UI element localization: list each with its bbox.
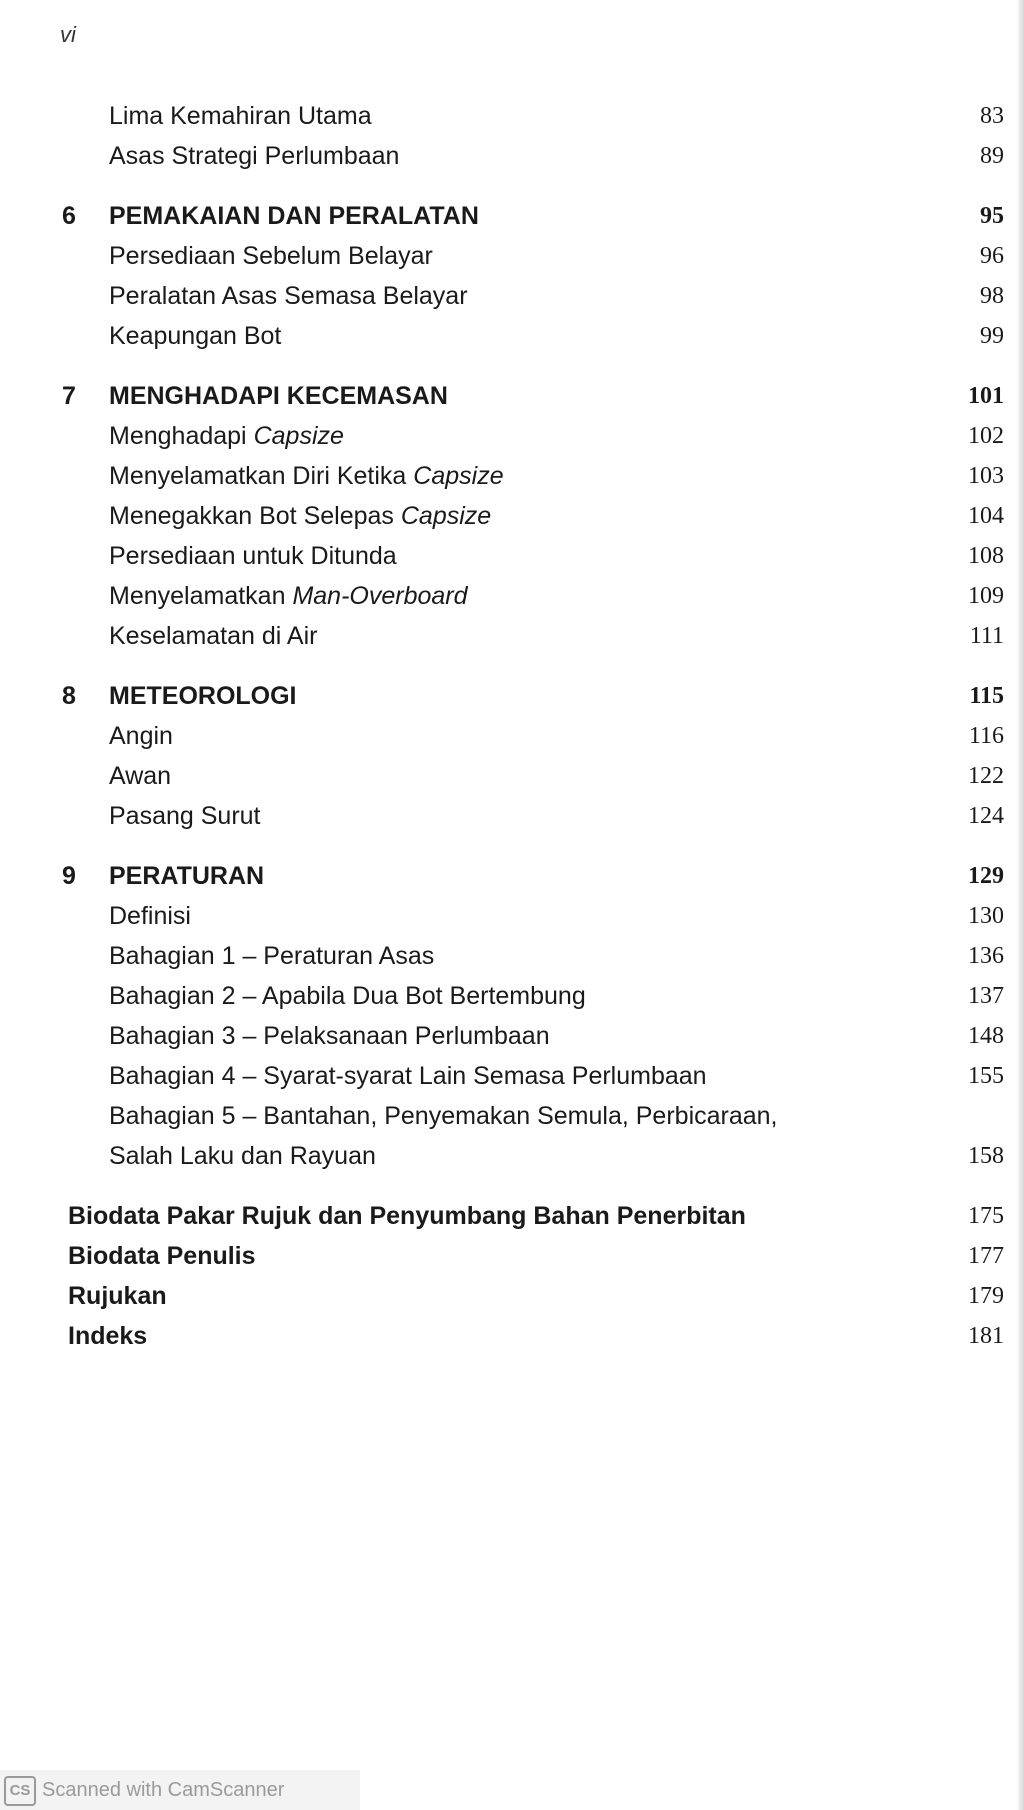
subsection-title xyxy=(109,536,397,576)
subsection-title xyxy=(109,276,468,316)
camscanner-logo-icon: CS xyxy=(4,1776,36,1806)
subsection-title xyxy=(109,456,504,496)
page-ref: 175 xyxy=(968,1203,1004,1229)
entry-title-italic: Capsize xyxy=(413,462,504,490)
page-ref: 177 xyxy=(968,1243,1004,1269)
toc-entry xyxy=(0,536,1024,576)
page-ref: 158 xyxy=(968,1143,1004,1169)
entry-title-text: Lima Kemahiran Utama xyxy=(109,102,372,130)
toc-entry xyxy=(0,796,1024,836)
entry-title-text: Bahagian 4 – Syarat-syarat Lain Semasa Perlumbaan xyxy=(109,1062,707,1090)
page-number: vi xyxy=(60,22,76,47)
entry-title-italic: Capsize xyxy=(400,502,492,530)
toc-entry xyxy=(0,1276,1024,1316)
entry-title-text: Pasang Surut xyxy=(109,802,261,830)
page-ref: 104 xyxy=(968,503,1004,529)
subsection-title xyxy=(109,316,281,356)
entry-title-text: Bahagian 5 – Bantahan, Penyemakan Semula, Perbicaraan, xyxy=(109,1102,778,1130)
section-title xyxy=(68,1196,746,1236)
chapter-title xyxy=(109,676,297,716)
page-ref: 130 xyxy=(968,903,1004,929)
page-ref: 179 xyxy=(968,1283,1004,1309)
page-ref: 155 xyxy=(968,1063,1004,1089)
page-ref: 124 xyxy=(968,803,1004,829)
page-ref: 116 xyxy=(968,723,1004,749)
chapter-number: 9 xyxy=(62,862,76,890)
page-ref: 89 xyxy=(980,143,1004,169)
toc-entry xyxy=(0,856,1024,896)
chapter-number: 8 xyxy=(62,682,76,710)
camscanner-watermark xyxy=(0,1770,360,1810)
entry-title-text: METEOROLOGI xyxy=(109,682,297,710)
entry-title-text: Menghadapi xyxy=(109,422,247,450)
subsection-title xyxy=(109,416,344,456)
toc-entry xyxy=(0,676,1024,716)
chapter-number: 6 xyxy=(62,202,76,230)
page-edge-shadow xyxy=(1018,0,1024,1810)
toc-entry xyxy=(0,316,1024,356)
page-ref: 181 xyxy=(968,1323,1004,1349)
toc-entry xyxy=(0,96,1024,136)
toc-entry xyxy=(0,1136,1024,1176)
entry-title-text: Biodata Penulis xyxy=(68,1242,256,1270)
watermark-text: Scanned with CamScanner xyxy=(42,1779,285,1801)
toc-entry xyxy=(0,376,1024,416)
section-title xyxy=(68,1236,256,1276)
page-ref: 129 xyxy=(968,863,1004,889)
entry-title-italic: Capsize xyxy=(253,422,344,450)
toc-entry xyxy=(0,276,1024,316)
toc-entry xyxy=(0,1016,1024,1056)
toc-entry xyxy=(0,1196,1024,1236)
section-title xyxy=(68,1276,167,1316)
page-ref: 99 xyxy=(980,323,1004,349)
page-ref: 148 xyxy=(968,1023,1004,1049)
page-ref: 111 xyxy=(969,623,1004,649)
entry-title-text: Salah Laku dan Rayuan xyxy=(109,1142,376,1170)
entry-title-text: Menyelamatkan Diri Ketika xyxy=(109,462,407,490)
toc-entry xyxy=(0,236,1024,276)
entry-title-text: Peralatan Asas Semasa Belayar xyxy=(109,282,468,310)
page-ref: 83 xyxy=(980,103,1004,129)
chapter-number: 7 xyxy=(62,382,76,410)
toc-entry xyxy=(0,1096,1024,1136)
toc-entry xyxy=(0,616,1024,656)
page-ref: 103 xyxy=(968,463,1004,489)
page-ref: 137 xyxy=(968,983,1004,1009)
page-ref: 98 xyxy=(980,283,1004,309)
entry-title-text: PEMAKAIAN DAN PERALATAN xyxy=(109,202,479,230)
subsection-title xyxy=(109,616,317,656)
subsection-title xyxy=(109,136,399,176)
toc-entry xyxy=(0,976,1024,1016)
toc-entry xyxy=(0,1056,1024,1096)
entry-title-text: Bahagian 1 – Peraturan Asas xyxy=(109,942,435,970)
subsection-title xyxy=(109,96,372,136)
subsection-title xyxy=(109,936,434,976)
subsection-title xyxy=(109,896,191,936)
toc-entry xyxy=(0,136,1024,176)
subsection-title xyxy=(109,1096,778,1136)
chapter-title xyxy=(109,376,448,416)
subsection-title xyxy=(109,976,586,1016)
entry-title-text: Asas Strategi Perlumbaan xyxy=(109,142,400,170)
entry-title-text: Menyelamatkan xyxy=(109,582,286,610)
entry-title-text: Rujukan xyxy=(68,1282,167,1310)
entry-title-text: Indeks xyxy=(68,1322,148,1350)
page-ref: 122 xyxy=(968,763,1004,789)
entry-title-italic: Man-Overboard xyxy=(292,582,468,610)
toc-entry xyxy=(0,576,1024,616)
entry-title-text: Biodata Pakar Rujuk dan Penyumbang Bahan Penerbitan xyxy=(68,1202,746,1230)
subsection-title xyxy=(109,1016,550,1056)
entry-title-text: Persediaan Sebelum Belayar xyxy=(109,242,433,270)
entry-title-text: Angin xyxy=(109,722,173,750)
toc-entry xyxy=(0,416,1024,456)
subsection-title xyxy=(109,756,171,796)
entry-title-text: Persediaan untuk Ditunda xyxy=(109,542,397,570)
page-ref: 102 xyxy=(968,423,1004,449)
toc-entry xyxy=(0,716,1024,756)
chapter-title xyxy=(109,196,479,236)
page-ref: 101 xyxy=(968,383,1004,409)
page-ref: 109 xyxy=(968,583,1004,609)
entry-title-text: Awan xyxy=(109,762,172,790)
subsection-title xyxy=(109,716,173,756)
subsection-title xyxy=(109,576,468,616)
subsection-title xyxy=(109,796,261,836)
toc-entry xyxy=(0,1236,1024,1276)
page-ref: 108 xyxy=(968,543,1004,569)
entry-title-text: Menegakkan Bot Selepas xyxy=(109,502,394,530)
entry-title-text: Bahagian 3 – Pelaksanaan Perlumbaan xyxy=(109,1022,550,1050)
toc-entry xyxy=(0,936,1024,976)
entry-title-text: Keapungan Bot xyxy=(109,322,282,350)
toc-entry xyxy=(0,756,1024,796)
toc-entry xyxy=(0,896,1024,936)
subsection-title xyxy=(109,1136,376,1176)
toc-entry xyxy=(0,1316,1024,1356)
entry-title-text: MENGHADAPI KECEMASAN xyxy=(109,382,448,410)
page-ref: 115 xyxy=(969,683,1004,709)
section-title xyxy=(68,1316,147,1356)
chapter-title xyxy=(109,856,264,896)
toc-entry xyxy=(0,196,1024,236)
subsection-title xyxy=(109,236,433,276)
page-ref: 96 xyxy=(980,243,1004,269)
page-ref: 136 xyxy=(968,943,1004,969)
entry-title-text: Definisi xyxy=(109,902,191,930)
page-ref: 95 xyxy=(980,203,1004,229)
entry-title-text: PERATURAN xyxy=(109,862,265,890)
subsection-title xyxy=(109,496,491,536)
subsection-title xyxy=(109,1056,707,1096)
entry-title-text: Bahagian 2 – Apabila Dua Bot Bertembung xyxy=(109,982,586,1010)
entry-title-text: Keselamatan di Air xyxy=(109,622,318,650)
toc-entry xyxy=(0,496,1024,536)
toc-entry xyxy=(0,456,1024,496)
